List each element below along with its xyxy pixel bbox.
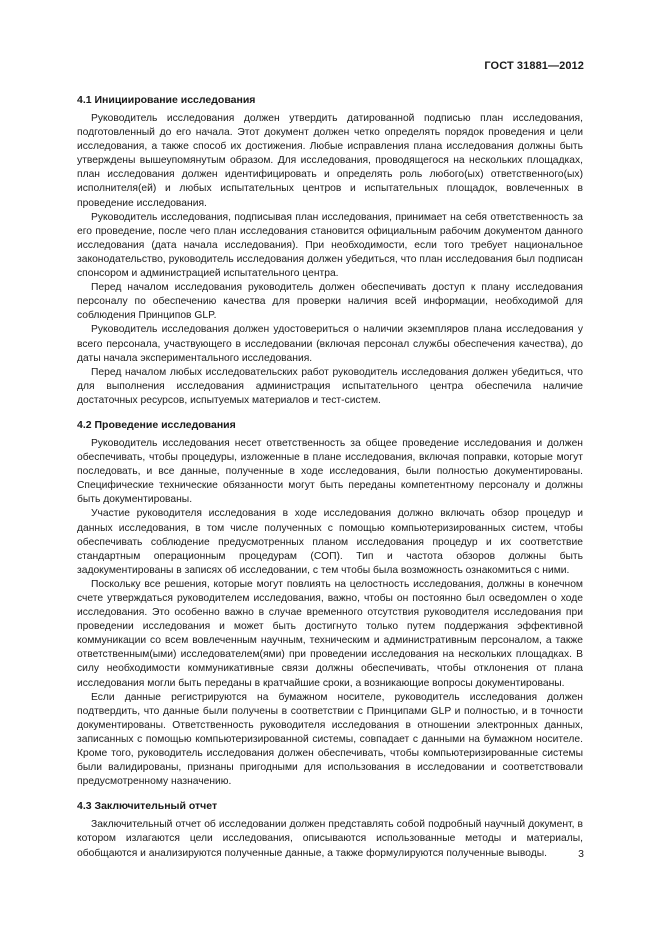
section-4-3 [77, 799, 583, 860]
paragraph: Руководитель исследования должен удостовериться о наличии экземпляров плана исследования у всего персонала, участвующего в исследовании (включая персонал службы обеспечения качества), до даты начала экспериментального исследования. [77, 324, 583, 364]
document-code: ГОСТ 31881—2012 [484, 60, 584, 72]
paragraph: Перед началом любых исследовательских работ руководитель исследования должен убедиться, что для выполнения исследования администрация испытательного центра обеспечила наличие достаточных ресурсов, испытуемых материалов и тест-систем. [77, 366, 583, 406]
section-heading: 4.2 Проведение исследования [77, 418, 236, 431]
paragraph: Участие руководителя исследования в ходе исследования должно включать обзор процедур и данных исследования, в том числе полученных с помощью компьютеризированных систем, чтобы обеспечивать соблюдение предусмотренных планом исследования процедур и их соответствие стандартным операционным процедурам (СОП). Тип и частота обзоров должны быть задокументированы в записях об исследовании, с тем чтобы была возможность ознакомиться с ними. [77, 508, 583, 576]
section-heading: 4.3 Заключительный отчет [77, 800, 218, 813]
section-4-2 [77, 418, 583, 789]
page-number: 3 [578, 848, 584, 860]
paragraph: Если данные регистрируются на бумажном носителе, руководитель исследования должен подтвердить, что данные были получены в соответствии с Принципами GLP и полностью, и в точности документированы. Ответственность руководителя исследования в отношении электронных данных, записанных с помощью компьютеризированной системы, совпадает с данными на бумажном носителе. Кроме того, руководитель исследования должен обеспечивать, чтобы компьютеризированные системы были валидированы, признаны пригодными для использования в исследовании и соответствовали предусмотренному назначению. [77, 691, 583, 788]
paragraph: Перед началом исследования руководитель должен обеспечивать доступ к плану исследования персоналу по обеспечению качества для проверки наличия всей информации, необходимой для соблюдения Принципов GLP. [77, 282, 583, 322]
paragraph: Заключительный отчет об исследовании должен представлять собой подробный научный документ, в котором излагаются цели исследования, описываются использованные методы и материалы, обобщаются и анализируются полученные данные, а также формулируются полученные выводы. [77, 819, 583, 859]
paragraph: Руководитель исследования, подписывая план исследования, принимает на себя ответственность за его проведение, после чего план исследования становится официальным рабочим документом данного исследования (дата начала исследования). При необходимости, если того требует национальное законодательство, руководитель исследования должен убедиться, что план исследования был подписан спонсором и администрацией испытательного центра. [77, 211, 583, 280]
paragraph: Поскольку все решения, которые могут повлиять на целостность исследования, должны в конечном счете утверждаться руководителем исследования, важно, чтобы он постоянно был осведомлен о ходе исследования. Это особенно важно в случае временного отсутствия руководителя исследования при проведении исследования и может быть достигнуто только путем поддержания эффективной коммуникации со всем вовлеченным научным, техническим и административным персоналом, а также ответственным(ыми) исследователем(ями) при проведении исследования на нескольких площадках. В силу необходимости коммуникативные связи должны обеспечивать, чтобы отклонения от плана исследования могли быть переданы в кратчайшие сроки, а возникающие вопросы документированы. [77, 578, 583, 689]
paragraph: Руководитель исследования должен утвердить датированной подписью план исследования, подготовленный до его начала. Этот документ должен четко определять порядок проведения и цели исследования, а также способ их достижения. Любые исправления плана исследования должны быть утверждены вышеупомянутым образом. Для исследования, проводящегося на нескольких площадках, план исследования должен идентифицировать и определять роль любого(ых) ответственного(ых) исполнителя(ей) и любых испытательных центров и испытательных площадок, вовлеченных в проведение исследования. [77, 113, 583, 209]
section-4-1 [77, 93, 583, 408]
section-heading: 4.1 Инициирование исследования [77, 94, 256, 106]
document-body [77, 93, 583, 871]
paragraph: Руководитель исследования несет ответственность за общее проведение исследования и должен обеспечивать, чтобы процедуры, изложенные в плане исследования, включая поправки, которые могут последовать, и все данные, полученные в ходе исследования, были полностью документированы. Специфические технические обязанности могут быть переданы компетентному персоналу и должны быть документированы. [77, 437, 583, 506]
